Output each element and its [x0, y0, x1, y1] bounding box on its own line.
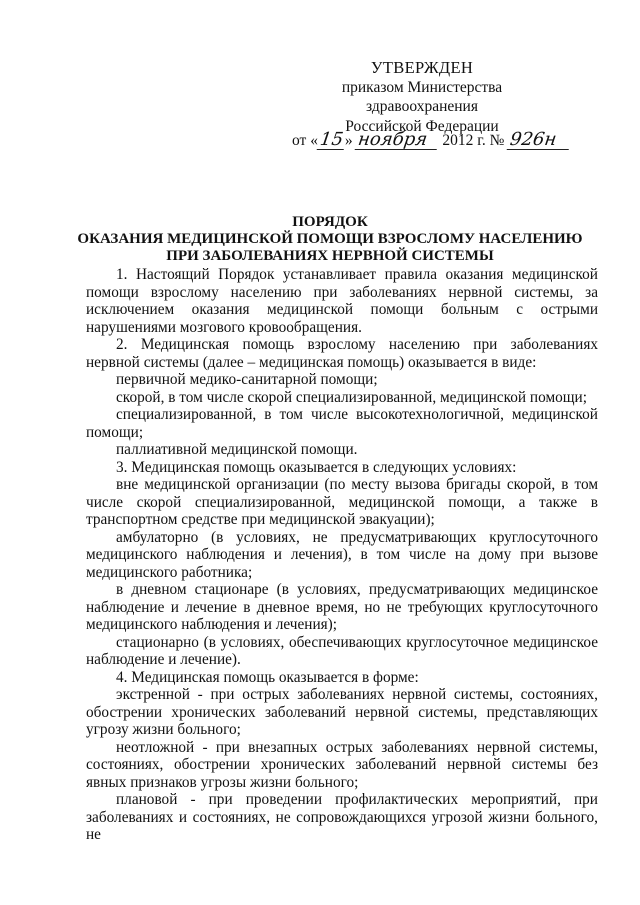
- list-item: стационарно (в условиях, обеспечивающих круглосуточное медицинское наблюдение и лечение).: [86, 633, 598, 668]
- list-item: экстренной - при острых заболеваниях нервной системы, состояниях, обострении хронических заболеваний нервной системы, представляющих угрозу жизни больного;: [86, 686, 598, 738]
- document-body: [86, 266, 598, 844]
- list-item: паллиативной медицинской помощи.: [116, 441, 358, 458]
- paragraph-2: 2. Медицинская помощь взрослому населению при заболеваниях нервной системы (далее – медицинская помощь) оказывается в виде:: [86, 336, 598, 371]
- order-day-handwritten: 15: [318, 129, 345, 150]
- paragraph-3: 3. Медицинская помощь оказывается в следующих условиях:: [116, 458, 517, 476]
- order-line: [292, 131, 592, 151]
- approval-line-1: приказом Министерства здравоохранения: [341, 78, 503, 115]
- order-month-handwritten: ноября: [355, 131, 440, 150]
- list-item: плановой - при проведении профилактических мероприятий, при заболеваниях и состояниях, не сопровождающихся угрозой жизни больного, не: [86, 791, 598, 843]
- approval-block: [292, 58, 552, 136]
- list-item: скорой, в том числе скорой специализированной, медицинской помощи;: [116, 388, 587, 406]
- paragraph-1: 1. Настоящий Порядок устанавливает правила оказания медицинской помощи взрослому населению при заболеваниях нервной системы, за исключением оказания медицинской помощи больным с острыми нарушениями мозгового кровообращения.: [86, 266, 598, 336]
- order-prefix: от «: [292, 132, 318, 149]
- order-number-handwritten: 926н: [507, 131, 572, 150]
- list-item: первичной медико-санитарной помощи;: [116, 371, 378, 388]
- list-item: вне медицинской организации (по месту вызова бригады скорой, в том числе скорой специализированной, медицинской помощи, а также в транспортном средстве при медицинской эвакуации);: [86, 476, 598, 528]
- heading-title: ПОРЯДОК: [292, 214, 368, 230]
- approval-stamp: УТВЕРЖДЕН: [370, 58, 474, 77]
- heading-line-2: ПРИ ЗАБОЛЕВАНИЯХ НЕРВНОЙ СИСТЕМЫ: [166, 248, 494, 264]
- order-year-text: 2012 г. №: [442, 132, 505, 149]
- paragraph-4: 4. Медицинская помощь оказывается в форме:: [116, 668, 419, 686]
- list-item: в дневном стационаре (в условиях, предусматривающих медицинское наблюдение и лечение в дневное время, но не требующих круглосуточного медицинского наблюдения и лечения);: [86, 581, 598, 633]
- list-item: специализированной, в том числе высокотехнологичной, медицинской помощи;: [86, 406, 598, 441]
- document-heading: [60, 214, 600, 265]
- approval-line-2: Российской Федерации: [345, 117, 499, 135]
- list-item: амбулаторно (в условиях, не предусматривающих круглосуточного медицинского наблюдения и лечения), в том числе на дому при вызове медицинского работника;: [86, 528, 598, 581]
- order-mid: »: [344, 132, 353, 149]
- heading-line-1: ОКАЗАНИЯ МЕДИЦИНСКОЙ ПОМОЩИ ВЗРОСЛОМУ НАСЕЛЕНИЮ: [77, 231, 583, 247]
- list-item: неотложной - при внезапных острых заболеваниях нервной системы, состояниях, обострении хронических заболеваний нервной системы без явных признаков угрозы жизни больного;: [86, 738, 598, 791]
